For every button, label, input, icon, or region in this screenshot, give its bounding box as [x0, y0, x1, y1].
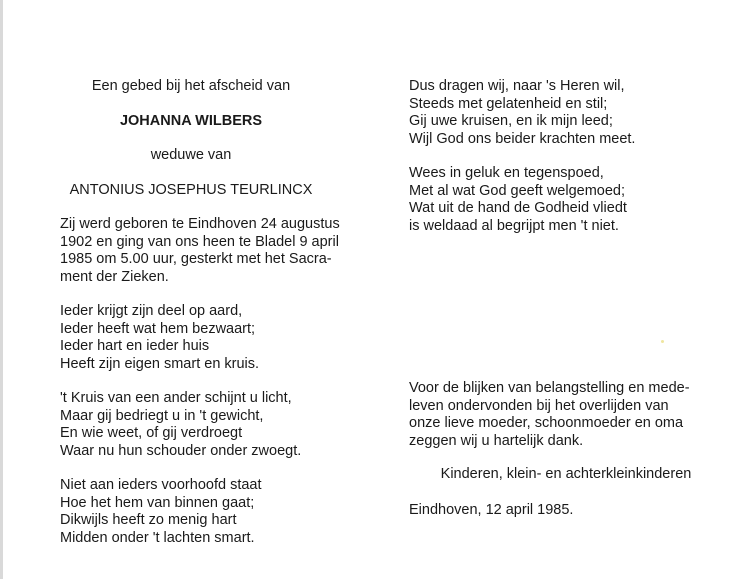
- verse-line: Ieder krijgt zijn deel op aard,: [60, 303, 243, 319]
- verse: [60, 477, 322, 547]
- intro-text: Een gebed bij het afscheid van: [91, 78, 291, 94]
- spouse-name: ANTONIUS JOSEPHUS TEURLINCX: [69, 181, 313, 198]
- verse-line: Ieder hart en ieder huis: [60, 338, 210, 354]
- verse-line: Hoe het hem van binnen gaat;: [60, 494, 255, 511]
- scan-speck: [661, 340, 664, 343]
- right-panel: [409, 78, 703, 235]
- biography: [60, 216, 340, 286]
- relation-text: weduwe van: [150, 147, 232, 163]
- verse-line: Midden onder 't lachten smart.: [60, 529, 255, 546]
- thanks-line: onze lieve moeder, schoonmoeder en oma: [409, 415, 684, 431]
- verse-line: Wat uit de hand de Godheid vliedt: [409, 200, 627, 216]
- bio-line: Zij werd geboren te Eindhoven 24 augustus: [60, 216, 340, 232]
- verse-line: Met al wat God geeft welgemoed;: [409, 182, 626, 199]
- verse-line: Steeds met gelatenheid en stil;: [409, 95, 608, 112]
- verse-line: Waar nu hun schouder onder zwoegt.: [60, 442, 302, 459]
- thanks-line: Voor de blijken van belangstelling en mede-: [409, 380, 690, 396]
- deceased-name: JOHANNA WILBERS: [119, 112, 263, 129]
- verse-line: Maar gij bedriegt u in 't gewicht,: [60, 407, 264, 424]
- bio-line: 1902 en ging van ons heen te Bladel 9 april: [60, 233, 339, 250]
- verse-line: Wees in geluk en tegenspoed,: [409, 165, 604, 181]
- verse: [60, 390, 322, 460]
- verse: [60, 303, 322, 373]
- verse-line: Ieder heeft wat hem bezwaart;: [60, 320, 256, 337]
- verse-line: Dus dragen wij, naar 's Heren wil,: [409, 78, 625, 94]
- verse-line: Dikwijls heeft zo menig hart: [60, 512, 237, 528]
- verse-line: is weldaad al begrijpt men 't niet.: [409, 217, 619, 234]
- bio-line: ment der Zieken.: [60, 268, 169, 285]
- thanks-block: [409, 380, 703, 519]
- signature: Kinderen, klein- en achterkleinkinderen: [440, 466, 692, 482]
- left-panel: [60, 78, 340, 547]
- verse: [409, 78, 703, 148]
- verse-line: Niet aan ieders voorhoofd staat: [60, 477, 262, 493]
- place-date: Eindhoven, 12 april 1985.: [409, 501, 574, 518]
- thanks-line: zeggen wij u hartelijk dank.: [409, 432, 584, 449]
- verse-line: Gij uwe kruisen, en ik mijn leed;: [409, 113, 613, 129]
- verse-line: Heeft zijn eigen smart en kruis.: [60, 355, 260, 372]
- verse-line: En wie weet, of gij verdroegt: [60, 425, 243, 441]
- scan-edge: [0, 0, 3, 579]
- verse-line: 't Kruis van een ander schijnt u licht,: [60, 390, 292, 406]
- bio-line: 1985 om 5.00 uur, gesterkt met het Sacra-: [60, 251, 332, 267]
- thanks-line: leven ondervonden bij het overlijden van: [409, 397, 669, 414]
- verse-line: Wijl God ons beider krachten meet.: [409, 130, 636, 147]
- verse: [409, 165, 703, 235]
